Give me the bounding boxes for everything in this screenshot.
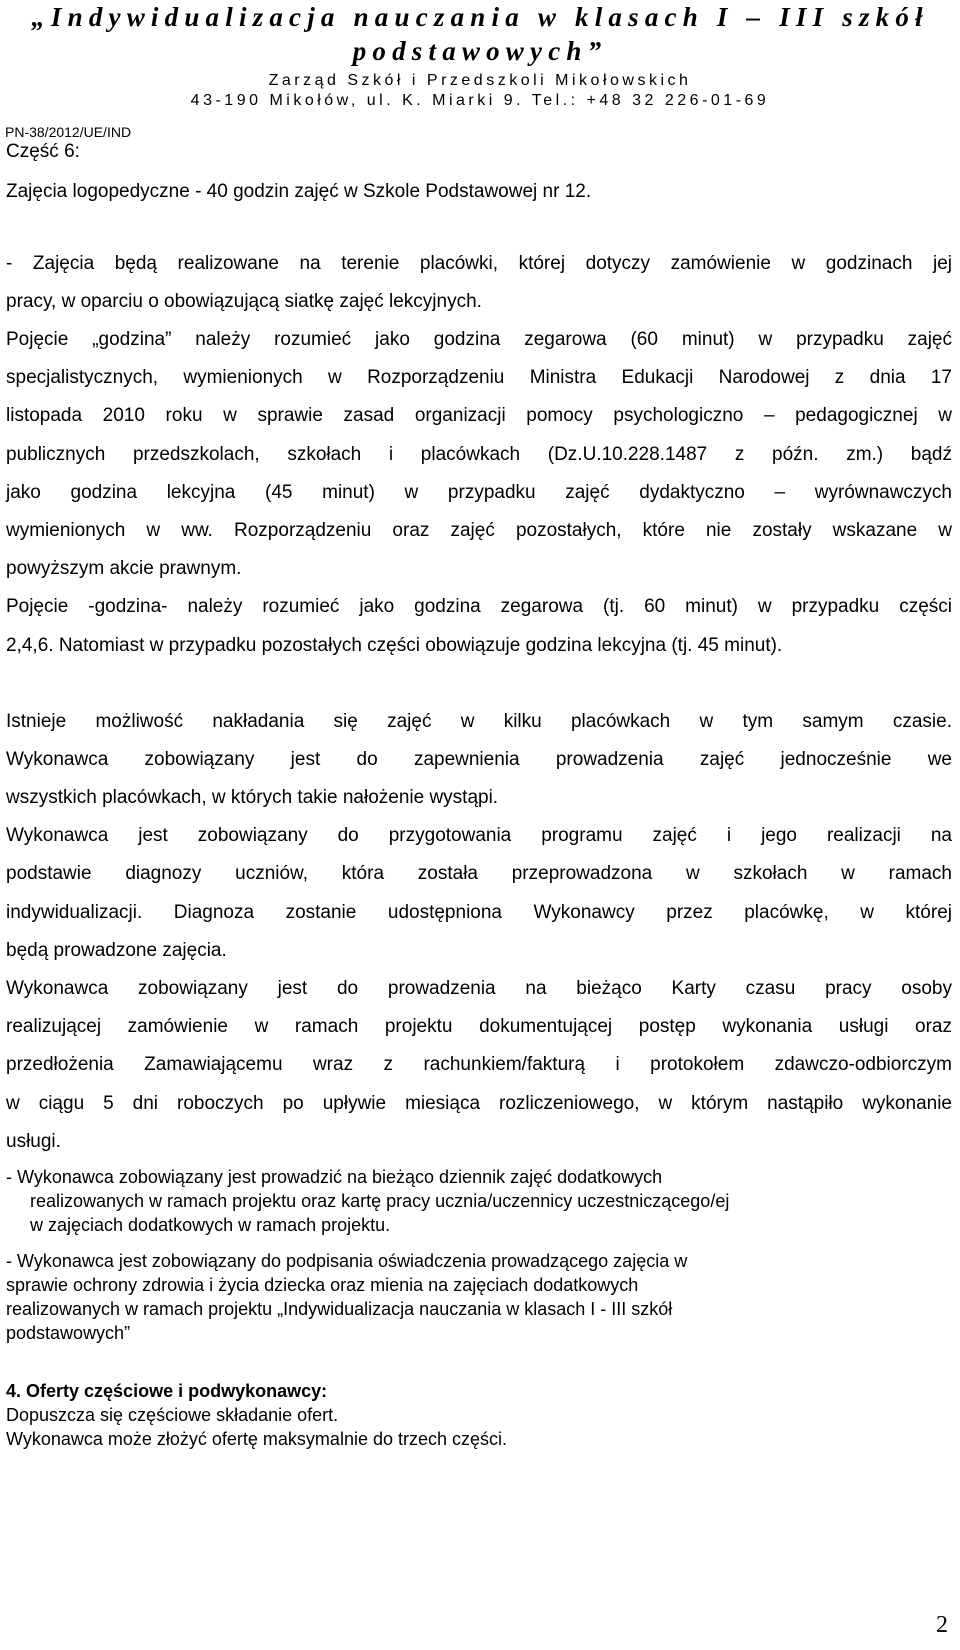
subject-line: Zajęcia logopedyczne - 40 godzin zajęć w Szkole Podstawowej nr 12. [6, 181, 592, 202]
p7-line5: usługi. [6, 1131, 61, 1152]
p6-line1: Wykonawca jest zobowiązany do przygotowania programu zajęć i jego realizacji na [6, 825, 952, 846]
p8-line1: - Wykonawca zobowiązany jest prowadzić na bieżąco dziennik zajęć dodatkowych [6, 1167, 663, 1187]
p6-line3: indywidualizacji. Diagnoza zostanie udostępniona Wykonawcy przez placówkę, w której [6, 902, 952, 923]
header-title-line1: „Indywidualizacja nauczania w klasach I – III szkół [31, 2, 929, 32]
p7-line2: realizującej zamówienie w ramach projektu dokumentującej postęp wykonania usługi oraz [6, 1016, 952, 1037]
header-address: 43-190 Mikołów, ul. K. Miarki 9. Tel.: +48 32 226-01-69 [190, 92, 770, 109]
part-label: Część 6: [6, 141, 80, 162]
reference-number: PN-38/2012/UE/IND [5, 124, 132, 140]
p2-line4: publicznych przedszkolach, szkołach i placówkach (Dz.U.10.228.1487 z późn. zm.) bądź [6, 444, 952, 465]
p5-line1: Wykonawca zobowiązany jest do zapewnienia prowadzenia zajęć jednocześnie we [6, 749, 952, 770]
p9-line2: sprawie ochrony zdrowia i życia dziecka oraz mienia na zajęciach dodatkowych [6, 1275, 639, 1295]
p9-line1: - Wykonawca jest zobowiązany do podpisania oświadczenia prowadzącego zajęcia w [6, 1251, 688, 1271]
p8-line3: w zajęciach dodatkowych w ramach projektu. [30, 1215, 391, 1235]
p1-line2: pracy, w oparciu o obowiązującą siatkę zajęć lekcyjnych. [6, 291, 482, 312]
p2-line6: wymienionych w ww. Rozporządzeniu oraz zajęć pozostałych, które nie zostały wskazane w [6, 520, 952, 541]
p9-line4: podstawowych” [6, 1323, 131, 1343]
header-organization: Zarząd Szkół i Przedszkoli Mikołowskich [268, 72, 692, 89]
p4-line1: Istnieje możliwość nakładania się zajęć w kilku placówkach w tym samym czasie. [6, 711, 952, 732]
p7-line1: Wykonawca zobowiązany jest do prowadzenia na bieżąco Karty czasu pracy osoby [6, 978, 952, 999]
p3-line1: Pojęcie -godzina- należy rozumieć jako godzina zegarowa (tj. 60 minut) w przypadku części [6, 596, 952, 617]
p6-line2: podstawie diagnozy uczniów, która została przeprowadzona w szkołach w ramach [6, 863, 952, 884]
p3-line2: 2,4,6. Natomiast w przypadku pozostałych części obowiązuje godzina lekcyjna (tj. 45 minut). [6, 635, 783, 656]
p2-line5: jako godzina lekcyjna (45 minut) w przypadku zajęć dydaktyczno – wyrównawczych [6, 482, 952, 503]
p2-line2: specjalistycznych, wymienionych w Rozporządzeniu Ministra Edukacji Narodowej z dnia 17 [6, 367, 952, 388]
section4-heading: 4. Oferty częściowe i podwykonawcy: [6, 1381, 328, 1401]
p5-line2: wszystkich placówkach, w których takie nałożenie wystąpi. [6, 787, 499, 808]
p7-line4: w ciągu 5 dni roboczych po upływie miesiąca rozliczeniowego, w którym nastąpiło wykonanie [6, 1093, 952, 1114]
p7-line3: przedłożenia Zamawiającemu wraz z rachunkiem/fakturą i protokołem zdawczo-odbiorczym [6, 1054, 952, 1075]
header-title-line2: podstawowych” [352, 36, 608, 66]
p2-line7: powyższym akcie prawnym. [6, 558, 242, 579]
p1-line1: - Zajęcia będą realizowane na terenie placówki, której dotyczy zamówienie w godzinach jej [6, 253, 952, 274]
p2-line3: listopada 2010 roku w sprawie zasad organizacji pomocy psychologiczno – pedagogicznej w [6, 405, 952, 426]
p9-line3: realizowanych w ramach projektu „Indywidualizacja nauczania w klasach I - III szkół [6, 1299, 673, 1319]
page-number: 2 [936, 1612, 948, 1638]
p2-line1: Pojęcie „godzina” należy rozumieć jako godzina zegarowa (60 minut) w przypadku zajęć [6, 329, 952, 350]
section4-line1: Dopuszcza się częściowe składanie ofert. [6, 1405, 339, 1425]
p8-line2: realizowanych w ramach projektu oraz kartę pracy ucznia/uczennicy uczestniczącego/ej [30, 1191, 730, 1211]
p6-line4: będą prowadzone zajęcia. [6, 940, 227, 961]
section4-line2: Wykonawca może złożyć ofertę maksymalnie do trzech części. [6, 1429, 508, 1449]
